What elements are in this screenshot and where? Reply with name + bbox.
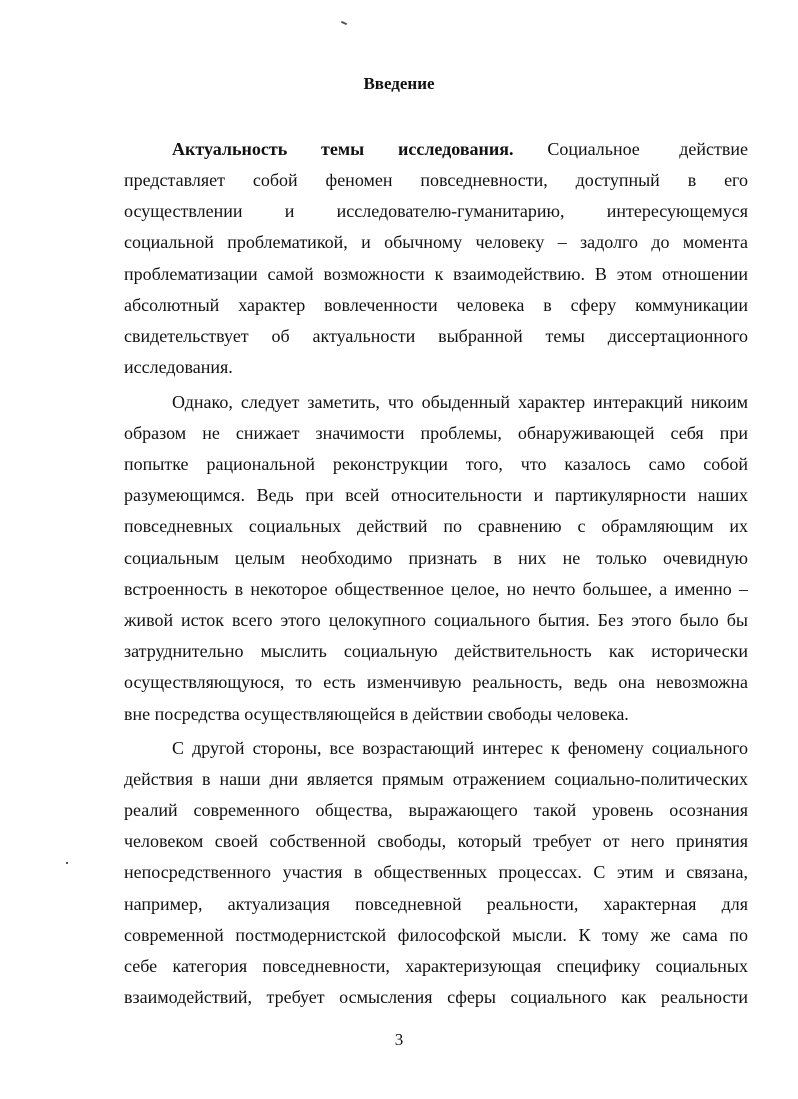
text-line: проблематизации самой возможности к взаимодействию. В этом отношении (124, 264, 748, 284)
text-line: Актуальность темы исследования. Социальное действие (172, 139, 748, 159)
text-line: осуществляющуюся, то есть изменчивую реальность, ведь она невозможна (124, 672, 748, 692)
text-line: встроенность в некоторое общественное целое, но нечто большее, а именно – (124, 579, 748, 599)
text-line: например, актуализация повседневной реальности, характерная для (124, 894, 748, 914)
text-line: себе категория повседневности, характеризующая специфику социальных (124, 956, 748, 976)
bold-lead: Актуальность темы исследования. (172, 139, 514, 159)
text-line: социальным целым необходимо признать в них не только очевидную (124, 548, 748, 568)
text-line: С другой стороны, все возрастающий интерес к феномену социального (172, 738, 748, 758)
text-line: действия в наши дни является прямым отражением социально-политических (124, 769, 748, 789)
section-title: Введение (363, 74, 435, 93)
text-line: живой исток всего этого целокупного социального бытия. Без этого было бы (124, 610, 748, 630)
text-line: непосредственного участия в общественных процессах. С этим и связана, (124, 862, 748, 882)
text-line: Однако, следует заметить, что обыденный характер интеракций никоим (172, 392, 748, 412)
text-line: образом не снижает значимости проблемы, обнаруживающей себя при (124, 423, 748, 443)
text-line: вне посредства осуществляющейся в действии свободы человека. (124, 704, 629, 724)
scan-mark-top (341, 21, 347, 25)
text-line: абсолютный характер вовлеченности человека в сферу коммуникации (124, 295, 748, 315)
text-line: свидетельствует об актуальности выбранной темы диссертационного (124, 326, 748, 346)
page-number: 3 (394, 1030, 404, 1049)
scan-mark-left (66, 862, 68, 864)
text-line: социальной проблематикой, и обычному человеку – задолго до момента (124, 232, 748, 252)
text-line: разумеющимся. Ведь при всей относительности и партикулярности наших (124, 485, 748, 505)
text-line: попытке рациональной реконструкции того, что казалось само собой (124, 454, 748, 474)
text-line: реалий современного общества, выражающего такой уровень осознания (124, 800, 748, 820)
text-line: представляет собой феномен повседневности, доступный в его (124, 170, 748, 190)
text-line: исследования. (124, 357, 233, 377)
text-line: взаимодействий, требует осмысления сферы социального как реальности (124, 987, 748, 1007)
text-line: затруднительно мыслить социальную действительность как исторически (124, 641, 748, 661)
text-line: осуществлении и исследователю-гуманитарию, интересующемуся (124, 201, 748, 221)
text-line: человеком своей собственной свободы, который требует от него принятия (124, 831, 748, 851)
text-line: современной постмодернистской философской мысли. К тому же сама по (124, 925, 748, 945)
text-line: повседневных социальных действий по сравнению с обрамляющим их (124, 516, 748, 536)
